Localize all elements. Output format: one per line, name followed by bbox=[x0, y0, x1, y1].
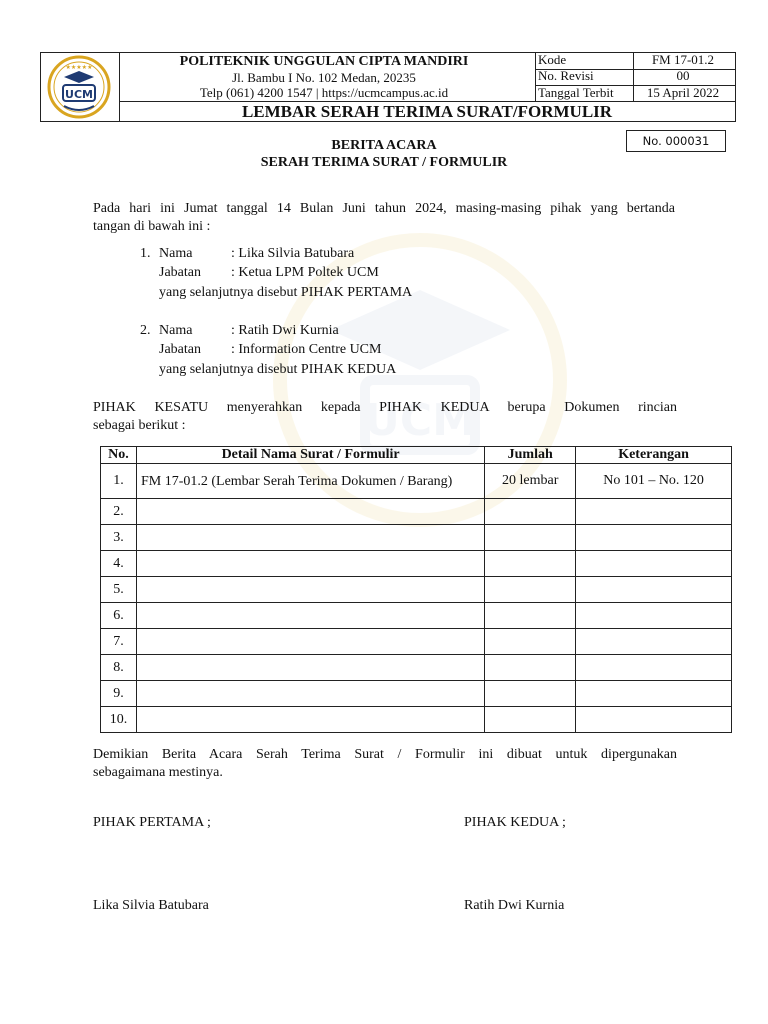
row-detail bbox=[136, 655, 484, 681]
closing-line-1: Demikian Berita Acara Serah Terima Surat / Formulir ini dibuat untuk dipergunakan bbox=[93, 747, 677, 762]
row-keterangan bbox=[576, 629, 732, 655]
row-no: 6. bbox=[101, 603, 137, 629]
intro-line-2: tangan di bawah ini : bbox=[93, 219, 211, 234]
header-keterangan: Keterangan bbox=[576, 447, 732, 464]
row-keterangan bbox=[576, 603, 732, 629]
signature-second-label: PIHAK KEDUA ; bbox=[464, 815, 566, 830]
intro-line-1: Pada hari ini Jumat tanggal 14 Bulan Juni tahun 2024, masing-masing pihak yang bertanda bbox=[93, 201, 675, 216]
party-1-nama: : Lika Silvia Batubara bbox=[231, 246, 355, 261]
row-detail bbox=[136, 577, 484, 603]
party-1-note: yang selanjutnya disebut PIHAK PERTAMA bbox=[159, 285, 413, 300]
header-jumlah: Jumlah bbox=[485, 447, 576, 464]
header-no: No. bbox=[101, 447, 137, 464]
row-jumlah bbox=[485, 577, 576, 603]
row-no: 10. bbox=[101, 707, 137, 733]
row-keterangan bbox=[576, 499, 732, 525]
meta-value-tanggal: 15 April 2022 bbox=[646, 85, 720, 100]
svg-text:UCM: UCM bbox=[65, 88, 93, 101]
row-no: 7. bbox=[101, 629, 137, 655]
signature-second-name: Ratih Dwi Kurnia bbox=[464, 898, 565, 913]
institution-name: POLITEKNIK UNGGULAN CIPTA MANDIRI bbox=[179, 54, 469, 69]
row-jumlah bbox=[485, 499, 576, 525]
row-jumlah bbox=[485, 551, 576, 577]
meta-label-kode: Kode bbox=[538, 52, 567, 67]
row-no: 4. bbox=[101, 551, 137, 577]
table-row bbox=[101, 655, 732, 681]
table-header-row bbox=[101, 447, 732, 464]
closing-line-2: sebagaimana mestinya. bbox=[93, 765, 223, 780]
table-row bbox=[101, 551, 732, 577]
party-1-jabatan: : Ketua LPM Poltek UCM bbox=[231, 265, 379, 280]
party-2-note: yang selanjutnya disebut PIHAK KEDUA bbox=[159, 362, 397, 377]
row-no: 9. bbox=[101, 681, 137, 707]
svg-text:★★★★★: ★★★★★ bbox=[65, 64, 93, 71]
items-table bbox=[100, 446, 732, 733]
party-2-nama: : Ratih Dwi Kurnia bbox=[231, 323, 339, 338]
row-keterangan bbox=[576, 655, 732, 681]
row-detail bbox=[136, 551, 484, 577]
table-row bbox=[101, 464, 732, 499]
row-no: 5. bbox=[101, 577, 137, 603]
table-row bbox=[101, 707, 732, 733]
party-1-number: 1. bbox=[140, 246, 151, 261]
svg-text:UCM: UCM bbox=[364, 395, 476, 446]
row-keterangan bbox=[576, 681, 732, 707]
meta-value-revisi: 00 bbox=[676, 68, 690, 83]
table-row bbox=[101, 629, 732, 655]
ucm-logo bbox=[44, 54, 114, 120]
row-jumlah bbox=[485, 707, 576, 733]
table-row bbox=[101, 499, 732, 525]
row-no: 8. bbox=[101, 655, 137, 681]
row-detail bbox=[136, 707, 484, 733]
row-detail bbox=[136, 629, 484, 655]
party-2-number: 2. bbox=[140, 323, 151, 338]
row-jumlah bbox=[485, 629, 576, 655]
signature-first-label: PIHAK PERTAMA ; bbox=[93, 815, 211, 830]
meta-label-revisi: No. Revisi bbox=[538, 68, 594, 83]
document-title: LEMBAR SERAH TERIMA SURAT/FORMULIR bbox=[241, 102, 613, 121]
row-jumlah bbox=[485, 603, 576, 629]
row-jumlah bbox=[485, 525, 576, 551]
row-keterangan bbox=[576, 707, 732, 733]
row-detail bbox=[136, 603, 484, 629]
party-2-jabatan-label: Jabatan bbox=[159, 342, 201, 357]
party-2-nama-label: Nama bbox=[159, 323, 193, 338]
row-jumlah bbox=[485, 681, 576, 707]
row-jumlah: 20 lembar bbox=[485, 464, 576, 499]
row-keterangan bbox=[576, 577, 732, 603]
table-row bbox=[101, 603, 732, 629]
meta-label-tanggal: Tanggal Terbit bbox=[538, 85, 614, 100]
row-no: 3. bbox=[101, 525, 137, 551]
signature-first-name: Lika Silvia Batubara bbox=[93, 898, 209, 913]
document-number: No. 000031 bbox=[626, 130, 726, 152]
row-keterangan bbox=[576, 525, 732, 551]
row-keterangan bbox=[576, 551, 732, 577]
handover-line-1: PIHAK KESATU menyerahkan kepada PIHAK KEDUA berupa Dokumen rincian bbox=[93, 400, 677, 415]
table-row bbox=[101, 681, 732, 707]
table-row bbox=[101, 577, 732, 603]
handover-line-2: sebagai berikut : bbox=[93, 418, 186, 433]
row-keterangan: No 101 – No. 120 bbox=[576, 464, 732, 499]
party-2-jabatan: : Information Centre UCM bbox=[231, 342, 382, 357]
institution-contact: Telp (061) 4200 1547 | https://ucmcampus.ac.id bbox=[199, 85, 449, 100]
header-detail: Detail Nama Surat / Formulir bbox=[136, 447, 484, 464]
row-no: 2. bbox=[101, 499, 137, 525]
party-1-nama-label: Nama bbox=[159, 246, 193, 261]
row-no: 1. bbox=[101, 464, 137, 499]
party-1-jabatan-label: Jabatan bbox=[159, 265, 201, 280]
row-jumlah bbox=[485, 655, 576, 681]
report-title: BERITA ACARA bbox=[331, 138, 437, 153]
meta-value-kode: FM 17-01.2 bbox=[651, 52, 715, 67]
row-detail bbox=[136, 525, 484, 551]
institution-address: Jl. Bambu I No. 102 Medan, 20235 bbox=[232, 70, 416, 85]
row-detail bbox=[136, 681, 484, 707]
report-subtitle: SERAH TERIMA SURAT / FORMULIR bbox=[260, 155, 508, 170]
table-row bbox=[101, 525, 732, 551]
row-detail bbox=[136, 499, 484, 525]
row-detail: FM 17-01.2 (Lembar Serah Terima Dokumen / Barang) bbox=[136, 464, 484, 499]
